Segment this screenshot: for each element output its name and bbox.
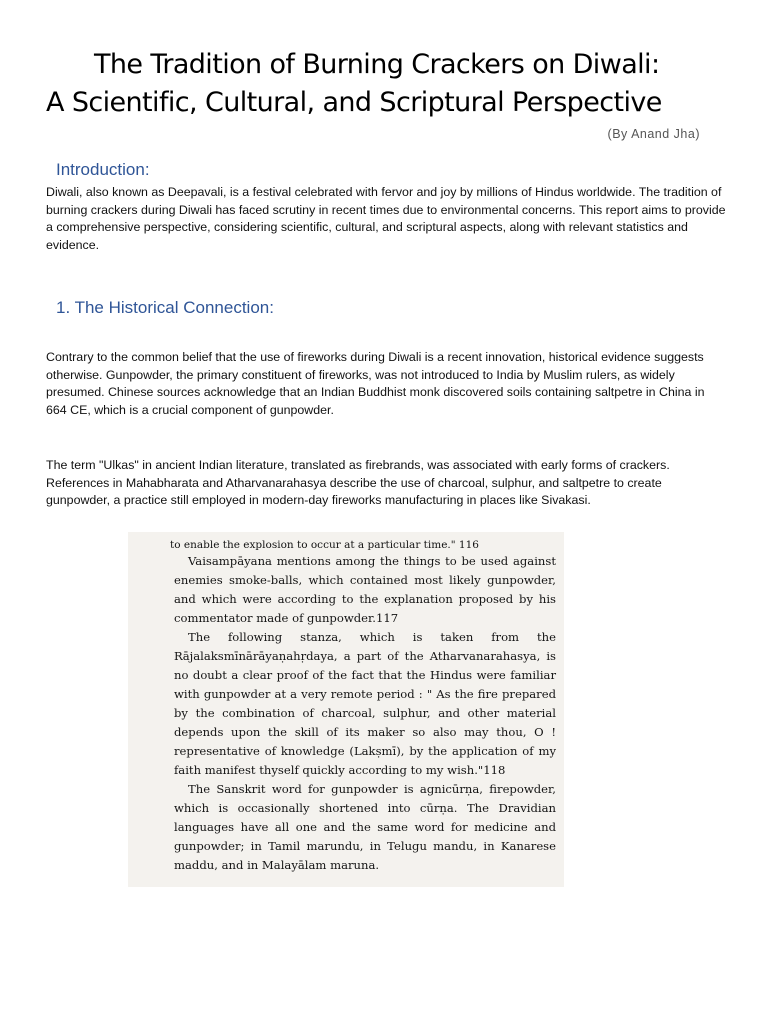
historical-paragraph-1: Contrary to the common belief that the use of fireworks during Diwali is a recent innovation, historical evidence suggests otherwise. Gunpowder, the primary constituent of fireworks, was not introduced to India by Muslim rulers, as widely presumed. Chinese sources acknowledge that an Indian Buddhist monk discovered soils containing saltpetre in China in 664 CE, which is a crucial component of gunpowder. <box>46 350 705 417</box>
title-line-2: A Scientific, Cultural, and Scriptural Perspective <box>46 87 662 118</box>
introduction-heading: Introduction: <box>56 160 150 179</box>
scan-paragraph-3: The Sanskrit word for gunpowder is agnicūrṇa, firepowder, which is occasionally shortened into cūrṇa. The Dravidian languages have all one and the same word for medicine and gunpowder; in Tamil marundu, in Telugu mandu, in Kanarese maddu, and in Malayālam maruna. <box>174 782 556 872</box>
scan-paragraph-1: Vaisampāyana mentions among the things to be used against enemies smoke-balls, which contained most likely gunpowder, and which were according to the explanation proposed by his commentator made of gunpowder.117 <box>174 554 556 625</box>
historical-paragraph-2: The term "Ulkas" in ancient Indian literature, translated as firebrands, was associated with early forms of crackers. References in Mahabharata and Atharvanarahasya describe the use of charcoal, sulphur, and saltpetre to create gunpowder, a practice still employed in modern-day fireworks manufacturing in places like Sivakasi. <box>46 458 670 508</box>
historical-connection-heading: 1. The Historical Connection: <box>56 298 274 317</box>
document-title <box>0 46 768 122</box>
scan-line-0: to enable the explosion to occur at a particular time." 116 <box>170 539 479 551</box>
introduction-paragraph: Diwali, also known as Deepavali, is a festival celebrated with fervor and joy by millions of Hindus worldwide. The tradition of burning crackers during Diwali has faced scrutiny in recent times due to environmental concerns. This report aims to provide a comprehensive perspective, considering scientific, cultural, and scriptural aspects, along with relevant statistics and evidence. <box>46 185 726 252</box>
scan-paragraph-2: The following stanza, which is taken from the Rājalaksmīnārāyaṇahṛdaya, a part of the Atharvanarahasya, is no doubt a clear proof of the fact that the Hindus were familiar with gunpowder at a very remote period : " As the fire prepared by the combination of charcoal, sulphur, and other material depends upon the skill of its maker so also may thou, O ! representative of knowledge (Lakṣmī), by the application of my faith manifest thyself quickly according to my wish."118 <box>174 630 556 777</box>
title-line-1: The Tradition of Burning Crackers on Diwali: <box>94 49 660 80</box>
scanned-book-excerpt <box>128 532 564 887</box>
author-byline: (By Anand Jha) <box>607 127 700 141</box>
